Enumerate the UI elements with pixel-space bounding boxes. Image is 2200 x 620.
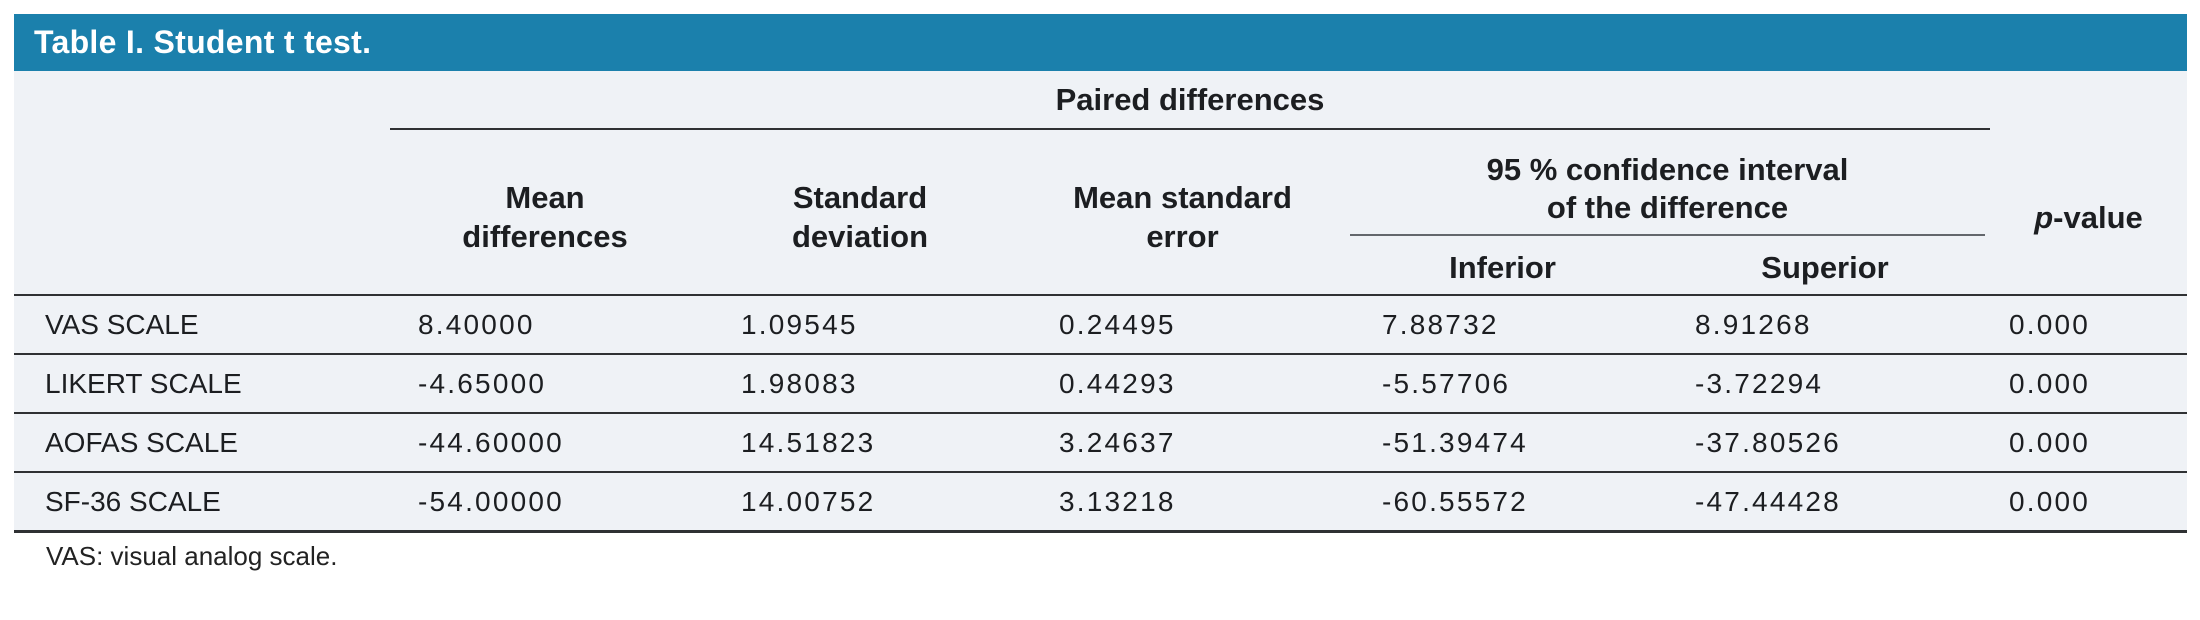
column-header-spacer xyxy=(14,130,390,294)
ci-inferior-value: 7.88732 xyxy=(1382,308,1499,340)
ci-superior-value: -37.80526 xyxy=(1695,426,1841,458)
mean-differences-value: 8.40000 xyxy=(418,308,535,340)
mean-differences-value: -54.00000 xyxy=(418,485,564,517)
column-header-standard-deviation: Standard deviation xyxy=(791,180,929,254)
column-header-p-value: p-value xyxy=(2034,199,2143,235)
mean-standard-error-value: 3.24637 xyxy=(1059,426,1176,458)
standard-deviation-value: 1.09545 xyxy=(741,308,858,340)
confidence-interval-subheaders xyxy=(1345,236,1990,294)
row-label: VAS SCALE xyxy=(45,308,199,340)
column-header-confidence-interval xyxy=(1345,130,1990,294)
table-row-sf36 xyxy=(14,471,2187,530)
column-header-superior: Superior xyxy=(1761,249,1889,285)
standard-deviation-value: 1.98083 xyxy=(741,367,858,399)
ci-inferior-value: -5.57706 xyxy=(1382,367,1511,399)
table-title: Table I. Student t test. xyxy=(34,24,372,60)
column-header-inferior: Inferior xyxy=(1449,249,1556,285)
table-row-likert xyxy=(14,353,2187,412)
p-value: 0.000 xyxy=(2009,367,2091,399)
standard-deviation-value: 14.51823 xyxy=(741,426,876,458)
table-rows xyxy=(14,294,2187,533)
table-figure xyxy=(14,14,2187,533)
p-value: 0.000 xyxy=(2009,308,2091,340)
confidence-interval-title: 95 % confidence interval of the difference xyxy=(1350,130,1985,236)
column-header-mean-differences: Mean differences xyxy=(462,180,628,254)
standard-deviation-value: 14.00752 xyxy=(741,485,876,517)
ci-superior-value: 8.91268 xyxy=(1695,308,1812,340)
student-t-test-table xyxy=(14,71,2187,533)
p-value: 0.000 xyxy=(2009,426,2091,458)
ci-superior-value: -3.72294 xyxy=(1695,367,1824,399)
table-title-bar xyxy=(14,14,2187,71)
ci-superior-value: -47.44428 xyxy=(1695,485,1841,517)
table-row-aofas xyxy=(14,412,2187,471)
table-footnote: VAS: visual analog scale. xyxy=(46,541,338,571)
mean-differences-value: -4.65000 xyxy=(418,367,547,399)
mean-standard-error-value: 0.24495 xyxy=(1059,308,1176,340)
column-header-row xyxy=(14,130,2187,294)
mean-standard-error-value: 3.13218 xyxy=(1059,485,1176,517)
p-value: 0.000 xyxy=(2009,485,2091,517)
ci-inferior-value: -51.39474 xyxy=(1382,426,1528,458)
mean-differences-value: -44.60000 xyxy=(418,426,564,458)
row-label: LIKERT SCALE xyxy=(45,367,242,399)
group-header-paired-differences: Paired differences xyxy=(390,71,1990,130)
mean-standard-error-value: 0.44293 xyxy=(1059,367,1176,399)
row-label: SF-36 SCALE xyxy=(45,485,221,517)
table-row-vas xyxy=(14,294,2187,353)
ci-inferior-value: -60.55572 xyxy=(1382,485,1528,517)
group-header-row xyxy=(14,71,2187,130)
column-header-mean-standard-error: Mean standard error xyxy=(1073,180,1292,254)
row-label: AOFAS SCALE xyxy=(45,426,238,458)
